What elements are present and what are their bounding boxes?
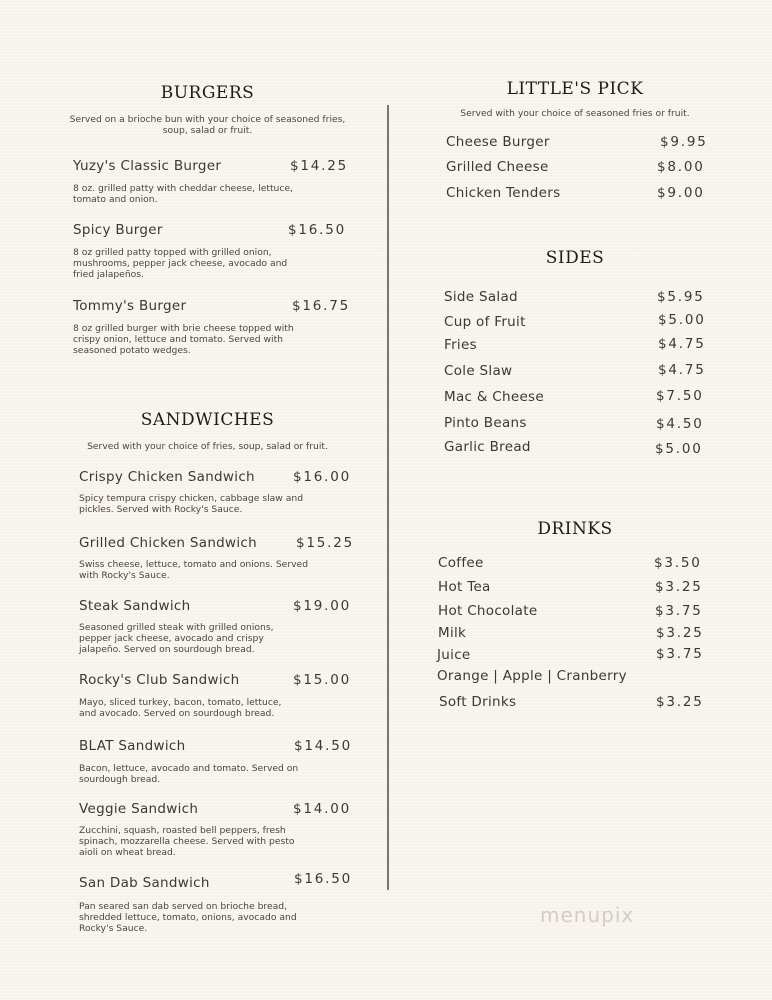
menu-item-price: $3.25	[656, 625, 704, 641]
menu-item-price: $16.50	[288, 222, 347, 238]
menu-item-price: $3.75	[655, 603, 703, 619]
menu-item-name: Juice	[437, 647, 471, 663]
menu-item-name: BLAT Sandwich	[79, 738, 186, 754]
drinks-title: DRINKS	[537, 519, 613, 539]
menu-item-name: San Dab Sandwich	[79, 875, 210, 891]
burgers-subtitle: Served on a brioche bun with your choice of seasoned fries, soup, salad or fruit.	[69, 114, 346, 136]
littles-pick-subtitle: Served with your choice of seasoned fries or fruit.	[460, 108, 690, 119]
menu-item-name: Garlic Bread	[444, 439, 531, 455]
menu-item-name: Chicken Tenders	[446, 185, 561, 201]
menu-item-description: Bacon, lettuce, avocado and tomato. Served on sourdough bread.	[79, 763, 299, 785]
burgers-title: BURGERS	[160, 83, 255, 103]
menu-item-name: Yuzy's Classic Burger	[73, 158, 222, 174]
menu-item-name: Steak Sandwich	[79, 598, 191, 614]
menu-item-price: $3.25	[655, 579, 703, 595]
menu-item-description: 8 oz grilled patty topped with grilled onion, mushrooms, pepper jack cheese, avocado and fried jalapeños.	[73, 247, 288, 280]
sandwiches-subtitle: Served with your choice of fries, soup, salad or fruit.	[87, 441, 328, 452]
menu-item-price: $16.00	[293, 469, 352, 485]
menu-item-price: $5.00	[658, 312, 706, 328]
menu-item-price: $8.00	[657, 159, 705, 175]
menu-item-name: Side Salad	[444, 289, 518, 305]
menu-item-price: $9.00	[657, 185, 705, 201]
menu-item-price: $3.75	[656, 646, 704, 662]
menu-item-price: $19.00	[293, 598, 352, 614]
menu-item-name: Rocky's Club Sandwich	[79, 672, 240, 688]
menu-item-name: Veggie Sandwich	[79, 801, 199, 817]
menu-item-description: Swiss cheese, lettuce, tomato and onions. Served with Rocky's Sauce.	[79, 559, 309, 581]
menu-item-name: Cole Slaw	[444, 363, 513, 379]
menu-item-price: $9.95	[660, 134, 708, 150]
menu-item-name: Hot Tea	[438, 579, 491, 595]
menu-item-name: Spicy Burger	[73, 222, 163, 238]
menu-item-description: 8 oz grilled burger with brie cheese topped with crispy onion, lettuce and tomato. Served with seasoned potato wedges.	[73, 323, 294, 356]
menu-item-name: Coffee	[438, 555, 484, 571]
sides-title: SIDES	[545, 248, 605, 268]
menu-item-name: Hot Chocolate	[438, 603, 538, 619]
menu-item-name: Cup of Fruit	[444, 314, 526, 330]
menu-item-description: 8 oz. grilled patty with cheddar cheese, lettuce, tomato and onion.	[73, 183, 293, 205]
menu-item-price: $4.50	[656, 416, 704, 432]
menu-item-name: Mac & Cheese	[444, 389, 544, 405]
menu-item-description: Zucchini, squash, roasted bell peppers, fresh spinach, mozzarella cheese. Served with pesto aioli on wheat bread.	[79, 825, 295, 858]
menu-item-name: Fries	[444, 337, 477, 353]
menu-item-price: $14.00	[293, 801, 352, 817]
menu-item-price: $3.25	[656, 694, 704, 710]
menu-item-description: Seasoned grilled steak with grilled onions, pepper jack cheese, avocado and crispy jalapeño. Served on sourdough bread.	[79, 622, 274, 655]
menu-item-name: Cheese Burger	[446, 134, 550, 150]
sandwiches-title: SANDWICHES	[140, 410, 275, 430]
menu-item-price: $4.75	[658, 336, 706, 352]
menu-item-price: $5.95	[657, 289, 705, 305]
menu-item-price: $16.75	[292, 298, 351, 314]
menu-item-price: $4.75	[658, 362, 706, 378]
menu-item-name: Milk	[438, 625, 467, 641]
menu-item-name: Crispy Chicken Sandwich	[79, 469, 255, 485]
menu-item-name: Soft Drinks	[439, 694, 517, 710]
menu-item-price: $7.50	[656, 388, 704, 404]
menu-item-price: $16.50	[294, 871, 353, 887]
menu-item-name: Grilled Chicken Sandwich	[79, 535, 258, 551]
menu-item-name: Tommy's Burger	[73, 298, 187, 314]
menu-item-price: $14.25	[290, 158, 349, 174]
menu-item-price: $15.00	[293, 672, 352, 688]
menu-item-price: $3.50	[654, 555, 702, 571]
menu-item-name: Grilled Cheese	[446, 159, 549, 175]
menu-item-price: $5.00	[655, 441, 703, 457]
menu-item-name: Orange | Apple | Cranberry	[437, 668, 627, 684]
menu-item-description: Spicy tempura crispy chicken, cabbage slaw and pickles. Served with Rocky's Sauce.	[79, 493, 304, 515]
menu-item-description: Mayo, sliced turkey, bacon, tomato, lettuce, and avocado. Served on sourdough bread.	[79, 697, 282, 719]
menu-item-description: Pan seared san dab served on brioche bread, shredded lettuce, tomato, onions, avocado and Rocky's Sauce.	[79, 901, 297, 934]
littles-pick-title: LITTLE'S PICK	[506, 79, 644, 99]
menu-item-price: $15.25	[296, 535, 355, 551]
menu-item-price: $14.50	[294, 738, 353, 754]
column-divider	[387, 105, 389, 890]
menu-item-name: Pinto Beans	[444, 415, 527, 431]
menupix-watermark: menupix	[540, 903, 635, 927]
